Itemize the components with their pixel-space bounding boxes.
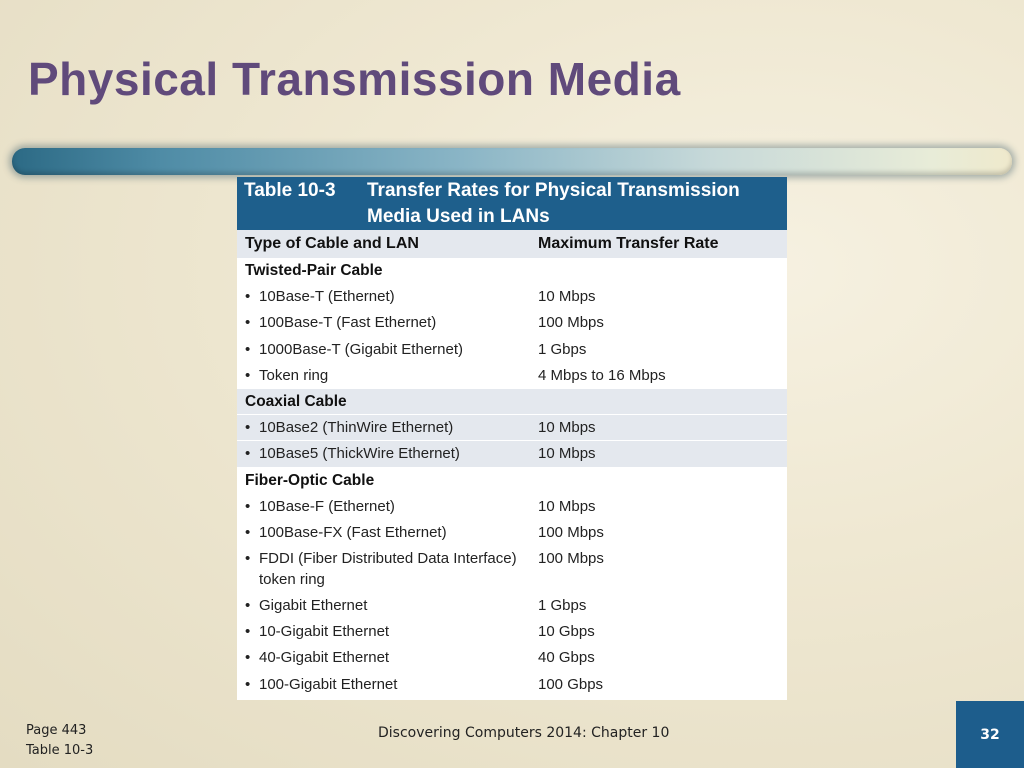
table-row xyxy=(237,415,787,441)
table-row xyxy=(237,441,787,467)
slide-title: Physical Transmission Media xyxy=(28,53,681,105)
transfer-rate: 10 Gbps xyxy=(538,623,595,641)
transfer-rate: 100 Mbps xyxy=(538,550,604,568)
section-name: Coaxial Cable xyxy=(245,392,347,410)
cable-type: 100Base-T (Fast Ethernet) xyxy=(259,314,437,332)
bullet-icon: • xyxy=(245,366,251,384)
table-number: Table 10-3 xyxy=(244,180,336,201)
cable-type: FDDI (Fiber Distributed Data Interface) token ring xyxy=(259,550,517,589)
bullet-icon: • xyxy=(245,340,251,358)
section-name: Fiber-Optic Cable xyxy=(245,471,375,489)
transfer-rate: 4 Mbps to 16 Mbps xyxy=(538,366,666,384)
bullet-icon: • xyxy=(245,597,251,615)
cable-type: Gigabit Ethernet xyxy=(259,597,368,615)
bullet-icon: • xyxy=(245,675,251,693)
cable-type: 10Base-F (Ethernet) xyxy=(259,497,395,515)
table-title-bar xyxy=(237,177,787,230)
table-ref-text: Table 10-3 xyxy=(26,743,94,758)
table-row xyxy=(237,619,787,645)
bullet-icon: • xyxy=(245,649,251,667)
bullet-icon: • xyxy=(245,497,251,515)
transfer-rate: 10 Mbps xyxy=(538,419,596,437)
table-row xyxy=(237,672,787,698)
cable-type: 10Base2 (ThinWire Ethernet) xyxy=(259,419,454,437)
table-row xyxy=(237,337,787,363)
column-header-rate: Maximum Transfer Rate xyxy=(538,235,719,252)
table-row xyxy=(237,645,787,671)
bullet-icon: • xyxy=(245,523,251,541)
table-row xyxy=(237,494,787,520)
bullet-icon: • xyxy=(245,623,251,641)
cable-type: 100Base-FX (Fast Ethernet) xyxy=(259,523,447,541)
bullet-icon: • xyxy=(245,419,251,437)
cable-type: Token ring xyxy=(259,366,329,384)
column-header-type: Type of Cable and LAN xyxy=(245,235,419,252)
table-row xyxy=(237,284,787,310)
table-row xyxy=(237,310,787,336)
section-header xyxy=(237,468,787,494)
cable-type: 100-Gigabit Ethernet xyxy=(259,675,398,693)
page-ref-text: Page 443 xyxy=(26,723,87,738)
transfer-rate: 100 Gbps xyxy=(538,675,604,693)
section-header xyxy=(237,258,787,284)
decorative-divider-bar xyxy=(12,148,1012,175)
table-caption: Transfer Rates for Physical Transmission Media Used in LANs xyxy=(367,180,740,227)
bullet-icon: • xyxy=(245,445,251,463)
cable-type: 1000Base-T (Gigabit Ethernet) xyxy=(259,340,464,358)
transfer-rate: 1 Gbps xyxy=(538,597,587,615)
transfer-rate: 10 Mbps xyxy=(538,288,596,306)
page-reference xyxy=(26,721,93,761)
cable-type: 40-Gigabit Ethernet xyxy=(259,649,390,667)
cable-type: 10Base5 (ThickWire Ethernet) xyxy=(259,445,460,463)
transfer-rate: 100 Mbps xyxy=(538,523,604,541)
table-row xyxy=(237,593,787,619)
table-row xyxy=(237,520,787,546)
transfer-rate: 1 Gbps xyxy=(538,340,587,358)
table-column-headers xyxy=(237,230,787,258)
table-row xyxy=(237,546,787,593)
section-header xyxy=(237,389,787,415)
transfer-rate: 10 Mbps xyxy=(538,497,596,515)
footer-text: Discovering Computers 2014: Chapter 10 xyxy=(378,725,670,741)
bullet-icon: • xyxy=(245,288,251,306)
table-row xyxy=(237,363,787,389)
transfer-rates-table xyxy=(237,177,787,700)
bullet-icon: • xyxy=(245,550,251,568)
transfer-rate: 10 Mbps xyxy=(538,445,596,463)
cable-type: 10-Gigabit Ethernet xyxy=(259,623,390,641)
slide-number: 32 xyxy=(956,701,1024,768)
cable-type: 10Base-T (Ethernet) xyxy=(259,288,395,306)
transfer-rate: 100 Mbps xyxy=(538,314,604,332)
transfer-rate: 40 Gbps xyxy=(538,649,595,667)
bullet-icon: • xyxy=(245,314,251,332)
section-name: Twisted-Pair Cable xyxy=(245,262,383,279)
